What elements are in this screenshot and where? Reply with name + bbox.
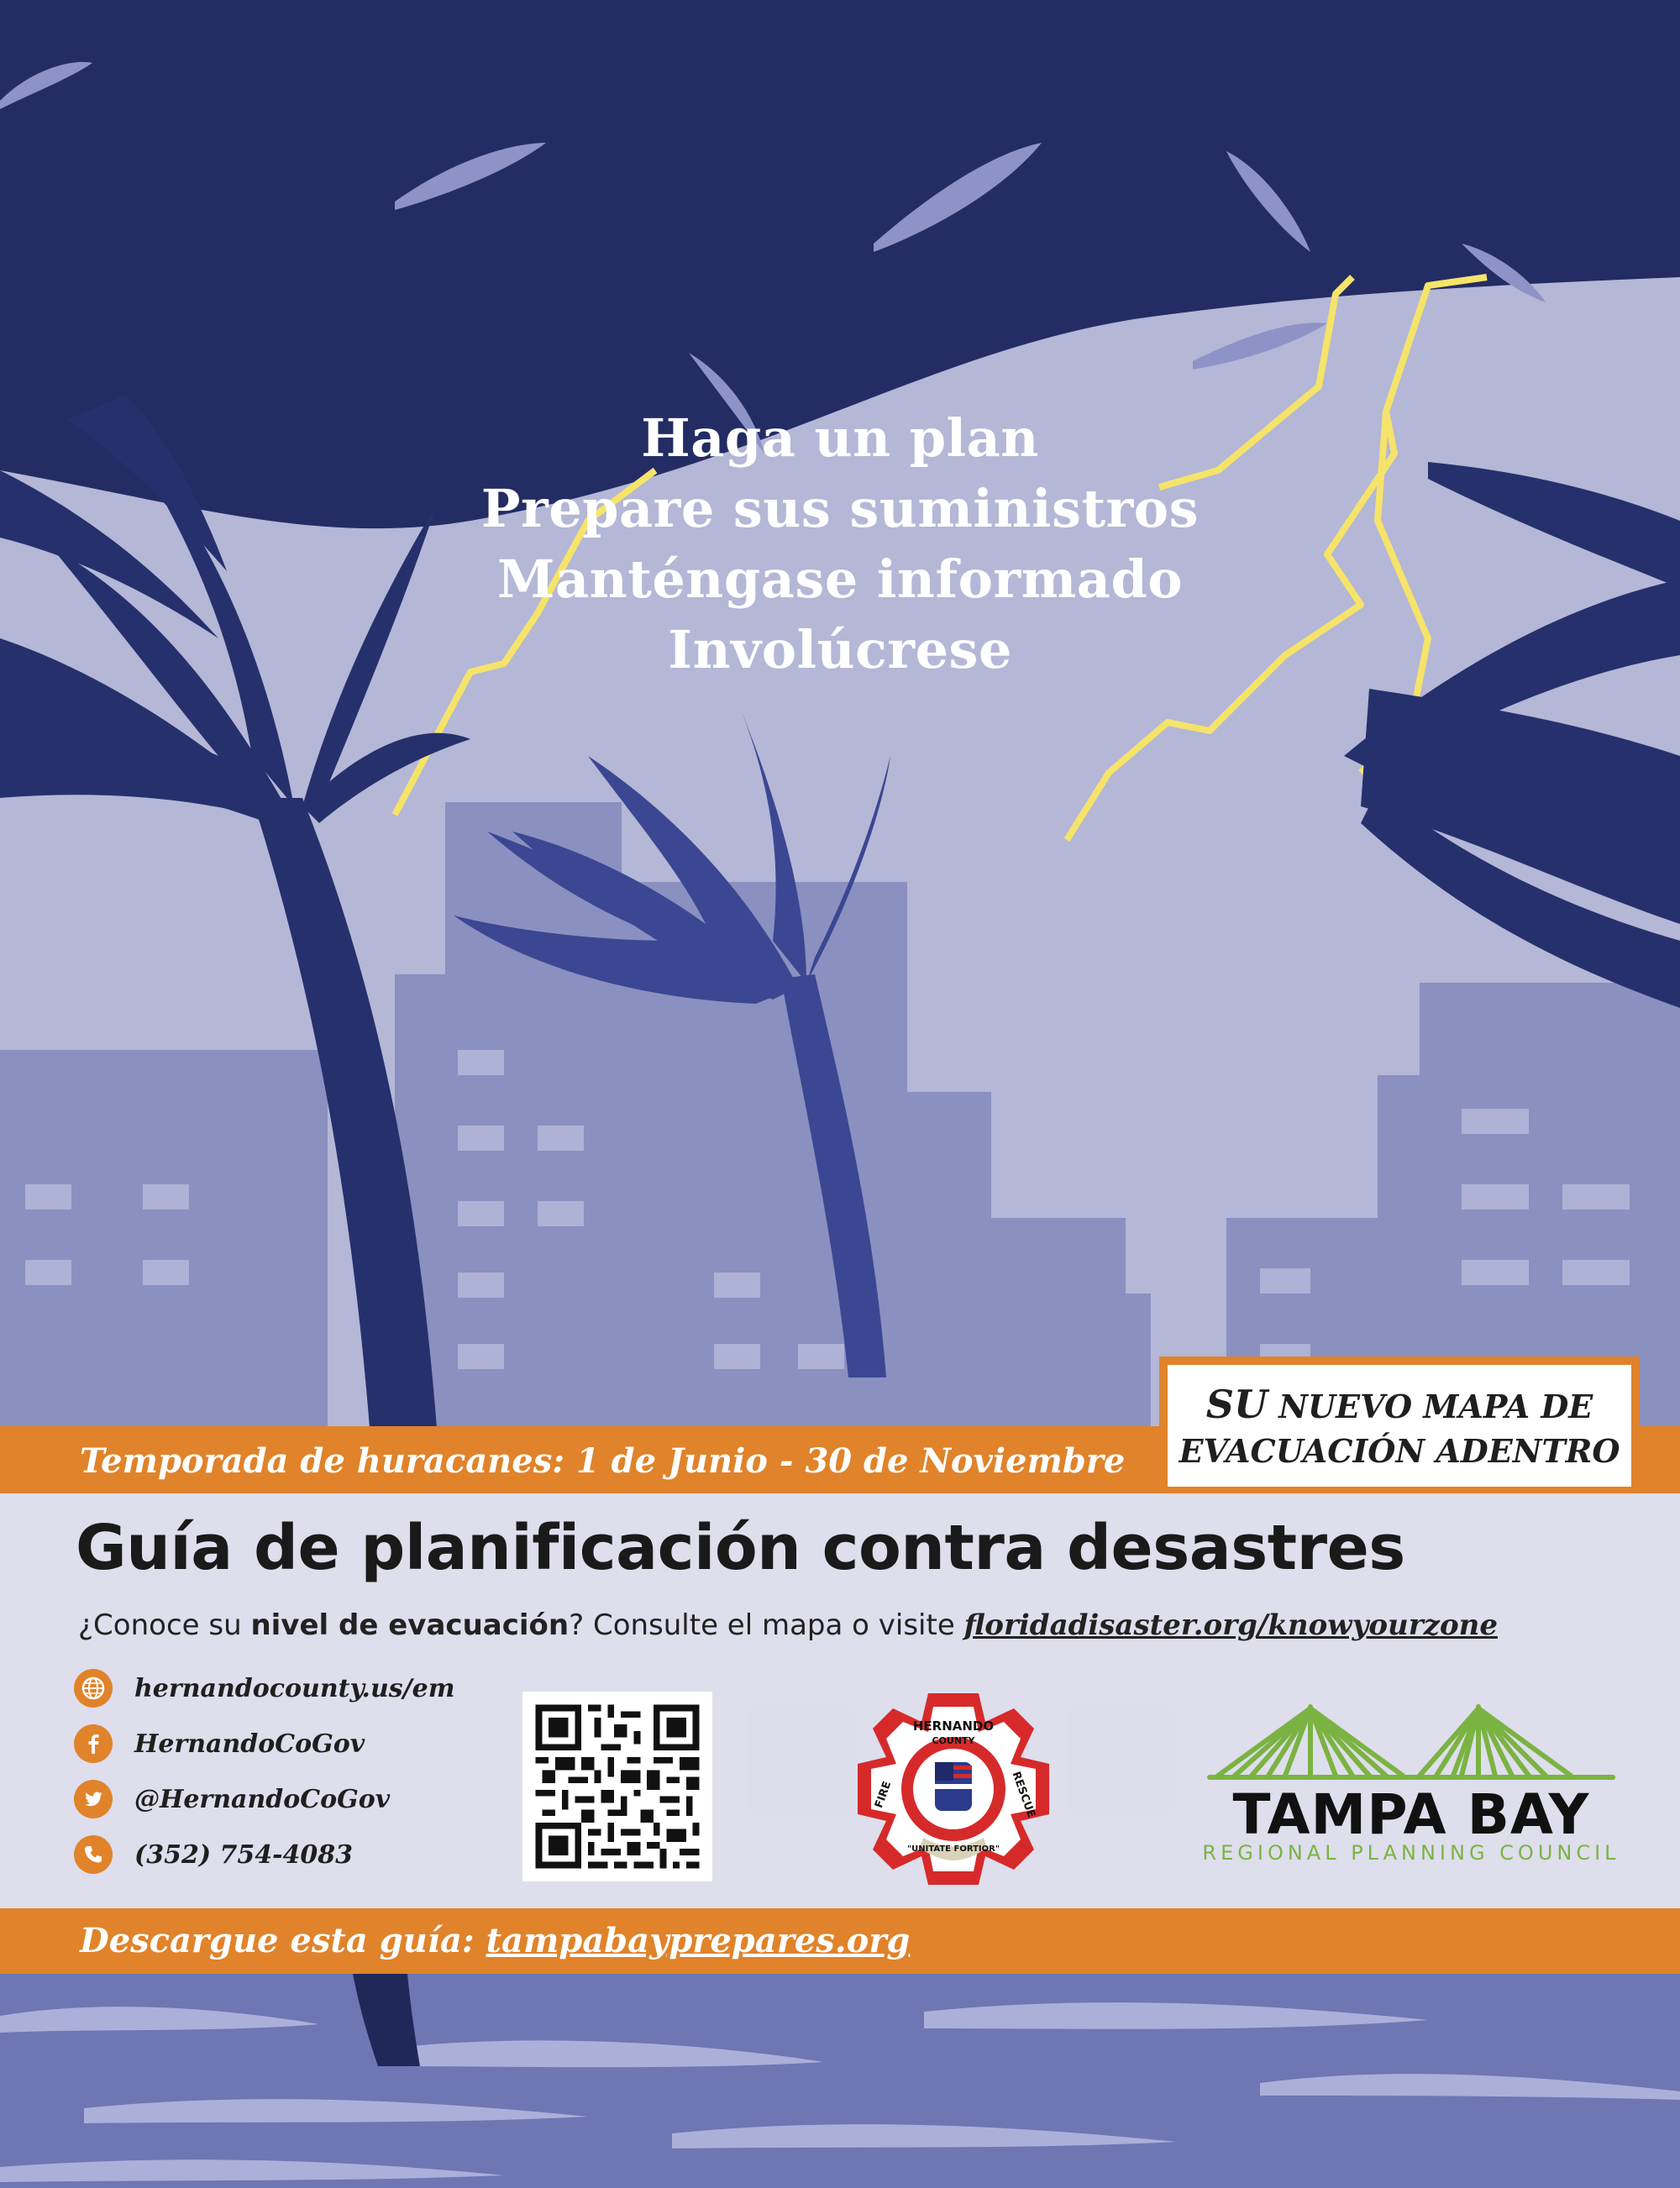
download-prefix: Descargue esta guía: (80, 1921, 486, 1960)
knowyourzone-link[interactable]: floridadisaster.org/knowyourzone (963, 1608, 1498, 1642)
headline (0, 403, 1680, 685)
map-notice-line-1 (1169, 1382, 1630, 1427)
contact-phone[interactable] (74, 1834, 353, 1876)
fire-logo-right-text: RESCUE (1009, 1770, 1038, 1820)
qr-code[interactable] (522, 1692, 712, 1881)
evacuation-question (78, 1608, 1498, 1642)
phone-icon (74, 1835, 113, 1874)
map-notice-prefix: SU (1205, 1382, 1268, 1427)
phone-text: (352) 754-4083 (134, 1839, 354, 1870)
contact-facebook[interactable] (74, 1723, 365, 1765)
contact-twitter[interactable] (74, 1778, 390, 1820)
map-notice-line-1-rest: NUEVO MAPA DE (1278, 1388, 1593, 1425)
tampa-bay-subtitle: REGIONAL PLANNING COUNCIL (1202, 1841, 1620, 1865)
hernando-fire-rescue-logo (853, 1688, 1054, 1890)
twitter-text: @HernandoCoGov (134, 1784, 391, 1814)
facebook-text: HernandoCoGov (134, 1729, 365, 1759)
twitter-icon (74, 1780, 113, 1818)
map-notice-line-2: EVACUACIÓN ADENTRO (1179, 1432, 1620, 1470)
headline-line-3: Manténgase informado (496, 548, 1184, 610)
contact-website[interactable] (74, 1667, 454, 1709)
headline-line-2: Prepare sus suministros (480, 478, 1200, 539)
guide-title: Guía de planificación contra desastres (76, 1512, 1405, 1584)
question-bold: nivel de evacuación (250, 1608, 570, 1642)
evacuation-map-notice-inner (1168, 1365, 1631, 1487)
evacuation-map-notice (1159, 1356, 1640, 1495)
headline-line-1: Haga un plan (641, 407, 1039, 469)
tampa-bay-name: TAMPA BAY (1232, 1782, 1590, 1847)
fire-logo-county-text: COUNTY (932, 1735, 975, 1746)
question-prefix: ¿Conoce su (78, 1608, 251, 1642)
facebook-icon (74, 1724, 113, 1763)
fire-logo-motto-text: "UNITATE FORTIOR" (906, 1844, 1000, 1854)
download-text (80, 1917, 910, 1965)
hurricane-season-text: Temporada de huracanes: 1 de Junio - 30 de Noviembre (80, 1441, 1126, 1481)
tampa-bay-rpc-logo (1201, 1700, 1621, 1885)
fire-logo-left-text: FIRE (873, 1779, 895, 1810)
question-middle: ? Consulte el mapa o visite (569, 1608, 964, 1642)
website-text: hernandocounty.us/em (134, 1673, 455, 1703)
bridge-icon (1201, 1700, 1621, 1784)
fire-logo-top-text: HERNANDO (912, 1718, 995, 1734)
download-link[interactable]: tampabayprepares.org (486, 1921, 911, 1960)
globe-icon (74, 1669, 113, 1708)
headline-line-4: Involúcrese (668, 619, 1012, 680)
